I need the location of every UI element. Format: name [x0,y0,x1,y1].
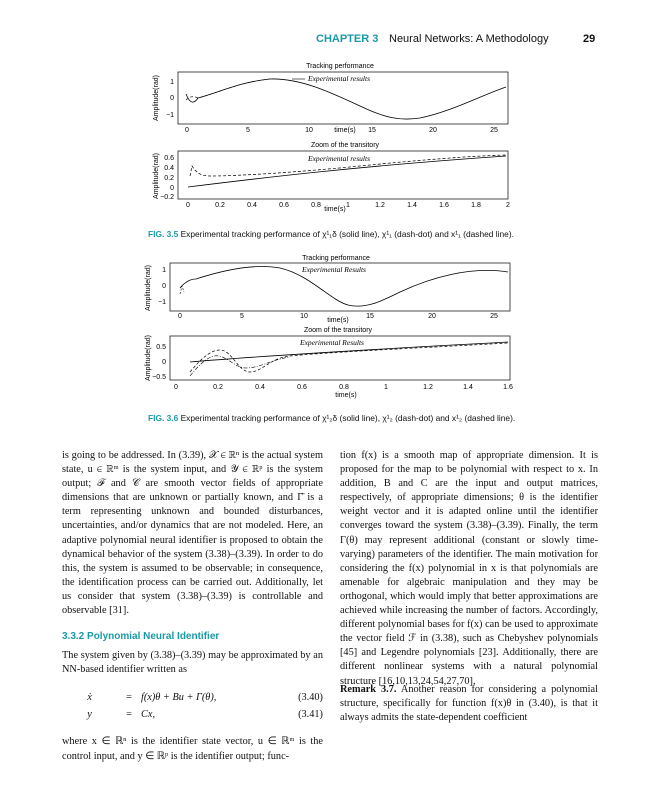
eq1-number: (3.40) [298,691,323,703]
running-header [0,30,648,50]
fig35-bottom-xlabel: time(s) [324,206,346,213]
fig35-top-ylabel: Amplitude(rad) [153,75,160,121]
fig35-top-curve-dashed [186,79,270,100]
figure-3-5-text: Experimental tracking performance of χ¹₁δ (solid line), χ¹₁ (dash-dot) and x¹₁ (dashed line). [180,229,514,239]
fig36-bottom-xtick: 0.8 [339,384,349,391]
remark-text: Another reason for considering a polynomial structure, specifically for function f(x)θ in (3.40), is that it always admits the state-dependent coefficient [340,684,598,724]
fig36-bottom-xtick: 0.6 [297,384,307,391]
fig36-bottom-dashed [190,343,508,372]
fig35-bottom-xtick: 1.6 [439,202,449,209]
figure-3-6-text: Experimental tracking performance of χ¹₂δ (solid line), χ¹₂ (dash-dot) and x¹₂ (dashed line). [180,413,516,423]
eq2-eqs: = [126,708,132,720]
chapter-label: CHAPTER 3 [316,33,379,45]
fig35-bottom-xtick: 1 [346,202,350,209]
fig35-top-xtick: 20 [429,127,437,134]
fig35-bottom-xtick: 1.8 [471,202,481,209]
eq2-lhs: y [87,708,92,720]
fig36-top-ytick: −1 [158,299,166,306]
figure-3-6-caption [148,413,515,423]
fig36-bottom-xticks [174,384,513,391]
fig36-bottom-legend: Experimental Results [300,338,364,347]
fig35-bottom-title: Zoom of the transitory [310,142,380,149]
fig36-bottom-title: Zoom of the transitory [303,327,373,334]
figure-3-6 [0,250,648,410]
fig35-top-xtick: 10 [305,127,313,134]
fig35-top-xtick: 0 [185,127,189,134]
fig36-top-xlabel: time(s) [327,317,349,324]
fig35-bottom-xtick: 2 [506,202,510,209]
fig35-top-curve [186,79,506,119]
fig36-bottom-xtick: 1.4 [463,384,473,391]
fig36-top-title: Tracking performance [302,255,370,262]
fig36-bottom-ytick: 0.5 [156,344,166,351]
fig36-top-xtick: 25 [490,313,498,320]
fig35-bottom-xtick: 0 [186,202,190,209]
fig35-bottom-legend: Experimental results [308,154,371,163]
fig35-bottom-xtick: 0.8 [311,202,321,209]
fig35-bottom-ytick: 0.2 [164,175,174,182]
fig36-bottom-xtick: 0.2 [213,384,223,391]
figure-3-6-label: FIG. 3.6 [148,413,179,423]
fig35-top-xtick: 5 [246,127,250,134]
figure-3-5-caption [148,229,514,239]
fig36-top-ytick: 1 [162,267,166,274]
fig35-top-xtick: 15 [368,127,376,134]
right-column [340,449,598,689]
fig35-bottom-ytick: 0 [170,185,174,192]
remark-label: Remark 3.7. [340,684,397,695]
equation-3-40 [62,689,323,706]
fig36-bottom-ytick: 0 [162,359,166,366]
fig35-bottom-xtick: 0.2 [215,202,225,209]
fig35-bottom-xtick: 0.4 [247,202,257,209]
fig35-top-xtick: 25 [490,127,498,134]
left-column [62,449,323,764]
fig36-top-xtick: 15 [366,313,374,320]
fig35-bottom-ytick: −0.2 [160,194,174,201]
fig36-bottom-xtick: 1 [384,384,388,391]
fig35-bottom-ylabel: Amplitude(rad) [153,153,160,199]
fig36-top-ylabel: Amplitude(rad) [145,265,152,311]
page-number: 29 [583,33,596,45]
equation-3-41 [62,706,323,723]
fig36-top-xtick: 0 [178,313,182,320]
fig36-top-xtick: 10 [300,313,308,320]
chapter-title: Neural Networks: A Methodology [389,33,549,45]
fig35-top-ytick-1: 1 [170,79,174,86]
fig35-bottom-xtick: 0.6 [279,202,289,209]
fig36-bottom-xlabel: time(s) [335,392,357,399]
fig36-top-xtick: 20 [428,313,436,320]
fig35-bottom-xtick: 1.4 [407,202,417,209]
fig36-top-xtick: 5 [240,313,244,320]
left-paragraph-3: where x ∈ ℝⁿ is the identifier state vector, u ∈ ℝᵐ is the control input, and y ∈ ℝᵖ is the identifier output; func- [62,736,323,762]
eq1-lhs: ẋ [87,691,92,703]
section-heading: 3.3.2 Polynomial Neural Identifier [62,631,220,643]
fig35-top-legend: Experimental results [308,74,371,83]
fig36-bottom-ytick: −0.5 [152,374,166,381]
eq2-rhs: Cx, [141,708,156,720]
right-paragraph-1: tion f(x) is a smooth map of appropriate dimension. It is proposed for the map to be polynomial with respect to x. In addition, B and C are the input and output matrices, respectively, of appropriate dimensions; θ is the identifier weight vector and it is adapted online until the identifier converges toward the system (3.38)–(3.39). Finally, the term Γ(θ) may represent additional (constant or slowly time-varying) parameters of the identifier. The main motivation for considering the f(x) polynomial in x is that polynomials are amenable for algebraic manipulation and they may be orthogonal, which would imply that better approximations are achieved while increasing the number of factors. Accordingly, different polynomial bases for f(x) can be used to approximate the vector field ℱ in (3.38), such as Chebyshev polynomials [45] and Legendre polynomials [23]. Additionally, there are different nonlinear systems with a natural polynomial structure [16,10,13,24,54,27,70]. [340,450,598,687]
fig35-bottom-xticks [186,202,510,209]
eq2-number: (3.41) [298,708,323,720]
fig35-bottom-xtick: 1.2 [375,202,385,209]
left-paragraph-2: The system given by (3.38)–(3.39) may be approximated by an NN-based identifier written as [62,650,323,676]
fig36-bottom-xtick: 1.6 [503,384,513,391]
fig35-bottom-ytick: 0.6 [164,155,174,162]
left-paragraph-1: is going to be addressed. In (3.39), 𝒳 ∈ ℝⁿ is the actual system state, u ∈ ℝᵐ is the system input, and 𝒴 ∈ ℝᵖ is the system output; ℱ and 𝒞 are smooth vector fields of appropriate dimensions that are unknown or partially known, and Γ̄ is a term representing unknown and bounded disturbances, uncertainties, and/or dynamics that are not modeled. Here, an adaptive polynomial neural identifier is proposed to obtain the dynamical behavior of the system (3.38)–(3.39). In order to do this, the system is assumed to be observable; in consequence, the identification process can be carried out. Additionally, let us consider that system (3.38)–(3.39) is controllable and observable [31]. [62,450,323,617]
fig36-bottom-xtick: 0 [174,384,178,391]
eq1-rhs: f(x)θ + Bu + Γ(θ), [141,691,217,703]
figure-3-5-label: FIG. 3.5 [148,229,179,239]
remark-3-7 [340,683,598,725]
fig36-top-ytick: 0 [162,283,166,290]
fig36-bottom-xtick: 1.2 [423,384,433,391]
fig36-bottom-dashdot [190,356,290,376]
eq1-eqs: = [126,691,132,703]
fig36-top-legend: Experimental Results [302,265,366,274]
fig36-bottom-ylabel: Amplitude(rad) [145,335,152,381]
fig36-bottom-xtick: 0.4 [255,384,265,391]
fig35-top-ytick-m1: −1 [166,112,174,119]
fig35-top-ytick-0: 0 [170,95,174,102]
fig35-top-title: Tracking performance [306,63,374,70]
fig35-bottom-ytick: 0.4 [164,165,174,172]
fig35-top-xlabel: time(s) [334,127,356,134]
